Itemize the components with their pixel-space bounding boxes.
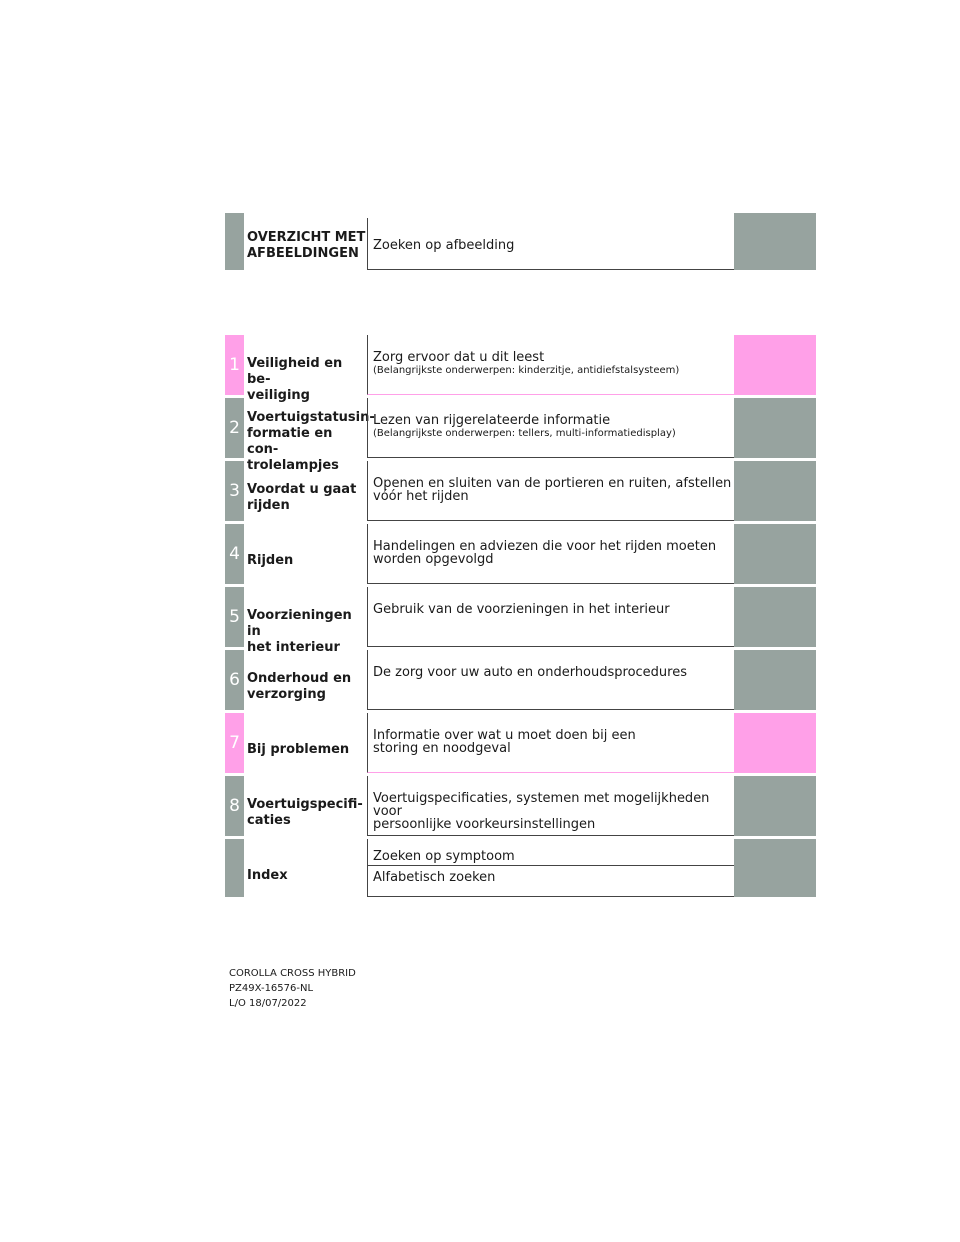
chapter-content-4[interactable] bbox=[367, 524, 734, 584]
chapter-title-line: formatie en con- bbox=[247, 426, 333, 457]
chapter-title-6 bbox=[247, 671, 367, 703]
chapter-title-1 bbox=[247, 356, 367, 404]
chapter-title-line: Veiligheid en be- bbox=[247, 356, 343, 387]
chapter-title-line: Voordat u gaat bbox=[247, 482, 357, 497]
chapter-tab-2 bbox=[734, 398, 816, 458]
chapter-title-8 bbox=[247, 797, 367, 829]
chapter-number-7: 7 bbox=[225, 713, 244, 773]
index-divider bbox=[368, 865, 734, 866]
chapter-row-2[interactable] bbox=[225, 398, 816, 473]
chapter-content-text[interactable]: Lezen van rijgerelateerde informatie bbox=[373, 413, 611, 428]
chapter-title-5 bbox=[247, 608, 367, 656]
chapter-content-text[interactable]: persoonlijke voorkeursinstellingen bbox=[373, 817, 596, 832]
chapter-row-6[interactable] bbox=[225, 650, 816, 710]
index-row[interactable] bbox=[225, 839, 816, 897]
chapter-content-text[interactable]: Gebruik van de voorzieningen in het interieur bbox=[373, 602, 670, 617]
chapter-row-5[interactable] bbox=[225, 587, 816, 655]
chapter-content-8[interactable] bbox=[367, 776, 734, 836]
chapter-content-7[interactable] bbox=[367, 713, 734, 773]
chapter-title-line: Onderhoud en bbox=[247, 671, 352, 686]
chapter-tab-4 bbox=[734, 524, 816, 584]
overview-title-line1: OVERZICHT MET bbox=[247, 230, 366, 245]
chapter-title-4 bbox=[247, 553, 367, 569]
chapter-content-text[interactable]: Handelingen en adviezen die voor het rijden moeten bbox=[373, 539, 717, 554]
chapter-number-3: 3 bbox=[225, 461, 244, 521]
chapter-content-text[interactable]: vóór het rijden bbox=[373, 489, 469, 504]
footer-date: L/O 18/07/2022 bbox=[229, 998, 307, 1009]
index-content[interactable] bbox=[367, 839, 734, 897]
document-footer bbox=[229, 966, 356, 1011]
chapter-title-line: trolelampjes bbox=[247, 458, 339, 473]
chapter-content-sub: (Belangrijkste onderwerpen: tellers, multi-informatiedisplay) bbox=[373, 428, 676, 439]
chapter-row-1[interactable] bbox=[225, 335, 816, 403]
chapter-tab-6 bbox=[734, 650, 816, 710]
chapter-title-line: Rijden bbox=[247, 553, 294, 568]
chapter-content-text[interactable]: storing en noodgeval bbox=[373, 741, 511, 756]
index-marker bbox=[225, 839, 244, 897]
chapter-tab-3 bbox=[734, 461, 816, 521]
chapter-number-2: 2 bbox=[225, 398, 244, 458]
chapter-title-line: Voertuigstatusin- bbox=[247, 410, 375, 425]
chapter-title-line: Voertuigspecifi- bbox=[247, 797, 363, 812]
chapter-title-7 bbox=[247, 742, 367, 758]
chapter-content-text[interactable]: De zorg voor uw auto en onderhoudsprocedures bbox=[373, 665, 688, 680]
chapter-content-5[interactable] bbox=[367, 587, 734, 647]
overview-marker bbox=[225, 213, 244, 270]
chapter-row-8[interactable] bbox=[225, 776, 816, 836]
overview-title-line2: AFBEELDINGEN bbox=[247, 246, 359, 261]
overview-tab bbox=[734, 213, 816, 270]
index-title: Index bbox=[247, 868, 288, 883]
chapter-content-text[interactable]: worden opgevolgd bbox=[373, 552, 494, 567]
chapter-title-line: het interieur bbox=[247, 640, 340, 655]
overview-content[interactable] bbox=[367, 218, 734, 270]
index-item-alphabetical[interactable]: Alfabetisch zoeken bbox=[373, 870, 496, 885]
overview-row[interactable] bbox=[225, 213, 816, 270]
chapter-title-line: rijden bbox=[247, 498, 290, 513]
chapter-content-sub: (Belangrijkste onderwerpen: kinderzitje, antidiefstalsysteem) bbox=[373, 365, 680, 376]
chapter-number-6: 6 bbox=[225, 650, 244, 710]
chapter-number-5: 5 bbox=[225, 587, 244, 647]
index-tab bbox=[734, 839, 816, 897]
overview-content-text[interactable]: Zoeken op afbeelding bbox=[373, 238, 515, 253]
chapter-number-4: 4 bbox=[225, 524, 244, 584]
chapter-content-text[interactable]: Voertuigspecificaties, systemen met mogelijkheden voor bbox=[373, 791, 710, 819]
chapter-content-1[interactable] bbox=[367, 335, 734, 395]
chapter-title-3 bbox=[247, 482, 367, 514]
chapter-title-line: veiliging bbox=[247, 388, 310, 403]
chapter-tab-8 bbox=[734, 776, 816, 836]
chapter-content-text[interactable]: Openen en sluiten van de portieren en ruiten, afstellen bbox=[373, 476, 732, 491]
index-item-symptom[interactable]: Zoeken op symptoom bbox=[373, 849, 515, 864]
chapter-row-4[interactable] bbox=[225, 524, 816, 584]
chapter-row-7[interactable] bbox=[225, 713, 816, 773]
footer-model: COROLLA CROSS HYBRID bbox=[229, 968, 356, 979]
footer-code: PZ49X-16576-NL bbox=[229, 983, 314, 994]
chapter-tab-5 bbox=[734, 587, 816, 647]
chapter-content-2[interactable] bbox=[367, 398, 734, 458]
chapter-row-3[interactable] bbox=[225, 461, 816, 521]
chapter-content-text[interactable]: Zorg ervoor dat u dit leest bbox=[373, 350, 545, 365]
chapter-content-6[interactable] bbox=[367, 650, 734, 710]
chapter-content-text[interactable]: Informatie over wat u moet doen bij een bbox=[373, 728, 636, 743]
chapter-title-line: verzorging bbox=[247, 687, 326, 702]
chapter-tab-7 bbox=[734, 713, 816, 773]
chapter-title-line: caties bbox=[247, 813, 291, 828]
overview-title bbox=[247, 230, 367, 262]
chapter-content-3[interactable] bbox=[367, 461, 734, 521]
chapter-tab-1 bbox=[734, 335, 816, 395]
chapter-number-1: 1 bbox=[225, 335, 244, 395]
chapter-title-line: Bij problemen bbox=[247, 742, 350, 757]
chapter-title-line: Voorzieningen in bbox=[247, 608, 352, 639]
chapter-number-8: 8 bbox=[225, 776, 244, 836]
